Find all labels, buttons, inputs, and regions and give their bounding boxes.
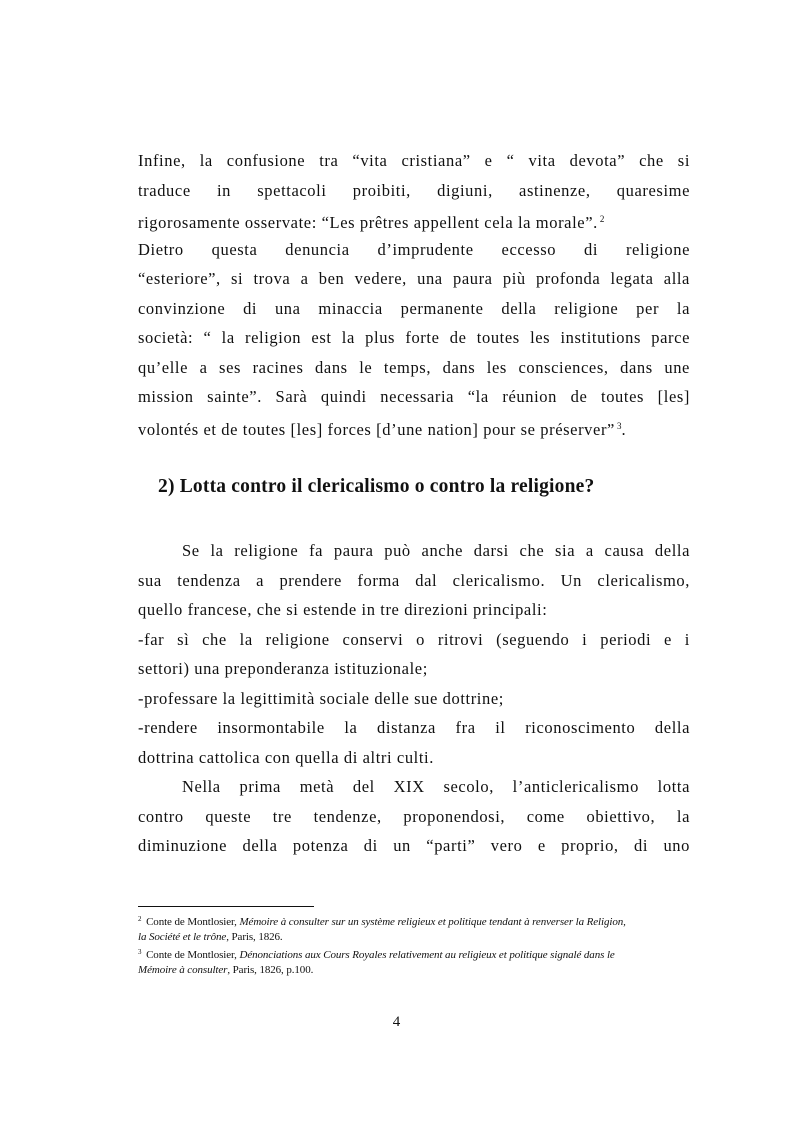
paragraph-1 [138,146,690,441]
footnote-3: $^3$ Conte de Montlosier, Dénonciations aux Cours Royales relativement au religieux et politique signalé dans le [138,948,615,961]
text-line: Dietro questa denuncia d’imprudente eccesso di religione [138,239,690,259]
footnote-ref-2: 2 [599,214,605,224]
text-line: Infine, la confusione tra “vita cristiana” e “ vita devota” che si [138,151,690,170]
footnote-2: $^2$ Conte de Montlosier, Mémoire à consulter sur un système religieux et politique tendant à renverser la Religion, [138,915,626,928]
text-line: -rendere insormontabile la distanza fra il riconoscimento della [138,718,690,737]
text-line: rigorosamente osservate: “Les prêtres appellent cela la morale”. $^2$ [138,213,605,232]
text-line: quello francese, che si estende in tre direzioni principali: [138,600,548,619]
section-heading: 2) Lotta contro il clericalismo o contro la religione? [158,476,595,497]
text-line: mission sainte”. Sarà quindi necessaria “la réunion de toutes [les] [138,387,690,406]
footnotes [138,912,698,978]
text-line: qu’elle a ses racines dans le temps, dans les consciences, dans une [138,357,690,377]
text-line: volontés et de toutes [les] forces [d’une nation] pour se préserver” $^3$. [138,419,627,439]
text-line: convinzione di una minaccia permanente della religione per la [138,298,690,318]
text-line: dottrina cattolica con quella di altri culti. [138,747,434,767]
text-line: società: “ la religion est la plus forte de toutes les institutions parce [138,328,690,347]
paragraph-3 [138,772,690,861]
text-line: “esteriore”, si trova a ben vedere, una paura più profonda legata alla [138,269,690,288]
text-line: Nella prima metà del XIX secolo, l’anticlericalismo lotta [182,777,690,796]
text-line: -professare la legittimità sociale delle sue dottrine; [138,688,504,708]
text-line: -far sì che la religione conservi o ritrovi (seguendo i periodi e i [138,629,690,649]
text-line: Se la religione fa paura può anche darsi che sia a causa della [182,541,690,560]
paragraph-2 [138,536,690,772]
page-number: 4 [392,1014,401,1030]
footnote-3-cont: Mémoire à consulter, Paris, 1826, p.100. [138,964,314,976]
text-line: sua tendenza a prendere forma dal clericalismo. Un clericalismo, [138,570,690,590]
footnote-ref-3: 3 [616,420,622,431]
text-line: diminuzione della potenza di un “parti” vero e proprio, di uno [138,836,690,855]
footnote-2-cont: la Société et le trône, Paris, 1826. [138,931,283,943]
text-line: traduce in spettacoli proibiti, digiuni, astinenze, quaresime [138,180,690,200]
footnote-divider [138,906,314,907]
text-line: contro queste tre tendenze, proponendosi, come obiettivo, la [138,806,690,826]
text-line: settori) una preponderanza istituzionale; [138,659,428,678]
